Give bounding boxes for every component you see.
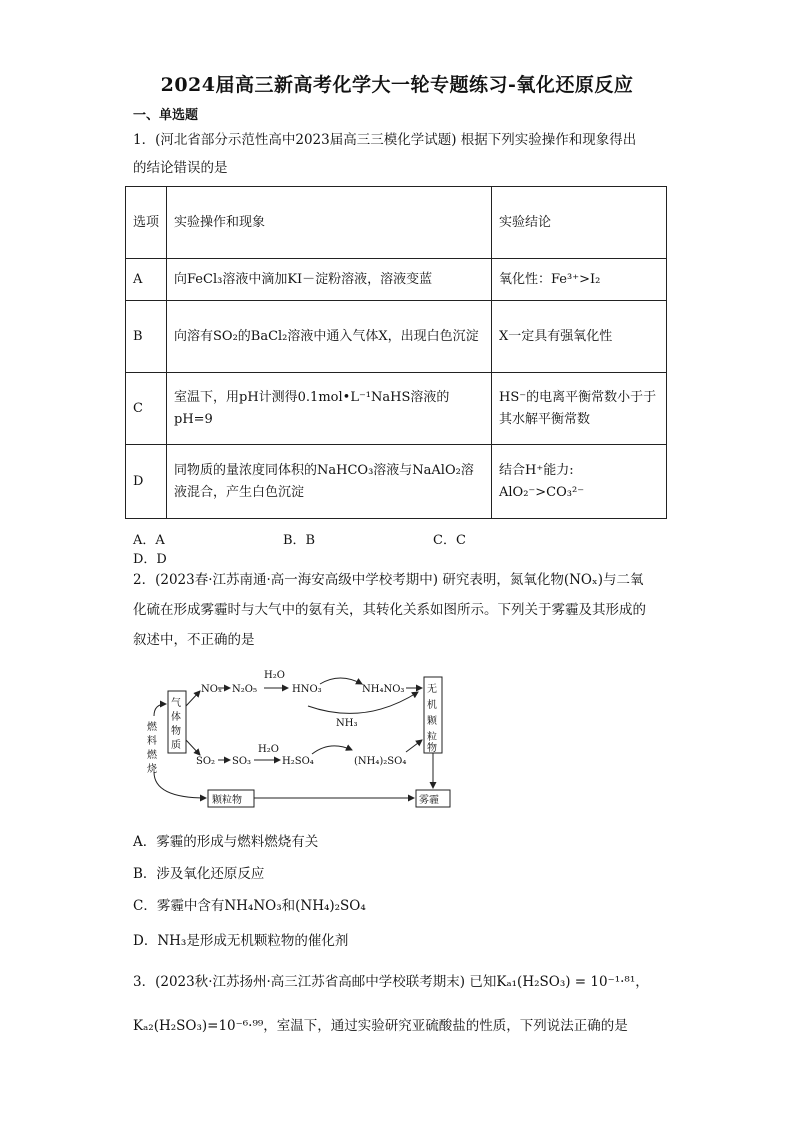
row-operation: 向溶有SO₂的BaCl₂溶液中通入气体X，出现白色沉淀 [167,301,492,373]
header-conclusion: 实验结论 [492,187,667,259]
gas-label-2: 体 [171,712,181,723]
q2-line1: 2．(2023春·江苏南通·高一海安高级中学校考期中) 研究表明，氮氧化物(NOₓ)与二氧 [133,572,644,588]
row-operation: 同物质的量浓度同体积的NaHCO₃溶液与NaAlO₂溶液混合，产生白色沉淀 [167,445,492,519]
so3-label: SO₃ [232,756,252,767]
gas-label-3: 物 [171,726,181,737]
fuel-label-4: 烧 [147,764,157,775]
q2-option-b[interactable]: B．涉及氧化还原反应 [133,866,265,882]
row-option: A [126,259,167,301]
row-conclusion: 结合H⁺能力: AlO₂⁻>CO₃²⁻ [492,445,667,519]
row-option: B [126,301,167,373]
inorganic-label-2: 机 [427,700,437,711]
table-row [126,373,667,445]
hno3-label: HNO₃ [292,684,322,695]
q1-option-d[interactable]: D．D [133,552,167,567]
q1-option-a[interactable]: A．A [133,533,165,548]
row-conclusion: HS⁻的电离平衡常数小于于其水解平衡常数 [492,373,667,445]
so2-label: SO₂ [196,756,216,767]
table-row [126,445,667,519]
q1-line2: 的结论错误的是 [133,160,228,176]
nox-label: NOₓ [201,684,223,695]
q1-table [125,186,667,519]
row-conclusion: X一定具有强氧化性 [492,301,667,373]
haze-diagram [140,664,460,812]
q2-option-a[interactable]: A．雾霾的形成与燃料燃烧有关 [133,834,319,850]
water-label-2: H₂O [258,744,279,755]
q2-line3: 叙述中，不正确的是 [133,632,255,648]
fuel-label-3: 燃 [147,750,157,761]
q1-options [133,529,693,567]
table-header-row [126,187,667,259]
arrow-hno3-nh4no3 [320,678,362,684]
table-row [126,259,667,301]
particles-label: 颗粒物 [212,795,242,806]
arrow-nh4so4-inorganic [406,740,422,752]
arrow-fuel-particles [154,772,206,798]
q3-line2: Kₐ₂(H₂SO₃)=10⁻⁶·⁹⁹，室温下，通过实验研究亚硫酸盐的性质，下列说法正确的是 [133,1018,628,1034]
arrow-h2so4-nh4so4 [312,746,352,754]
inorganic-label-1: 无 [427,684,437,695]
row-conclusion: 氧化性：Fe³⁺>I₂ [492,259,667,301]
q2-option-c[interactable]: C．雾霾中含有NH₄NO₃和(NH₄)₂SO₄ [133,898,366,914]
gas-label-1: 气 [171,698,181,709]
arrow-gas-so2 [186,740,200,755]
arrow-fuel-gas [154,704,166,716]
n2o5-label: N₂O₅ [232,684,257,695]
water-label-1: H₂O [264,670,285,681]
gas-label-4: 质 [171,740,181,751]
fuel-label-2: 料 [147,736,157,747]
inorganic-label-5: 物 [427,743,437,754]
arrow-nh3-curve [308,692,418,713]
nh4so4-label: (NH₄)₂SO₄ [354,756,407,767]
q2-option-d[interactable]: D．NH₃是形成无机颗粒物的催化剂 [133,933,349,949]
row-operation: 向FeCl₃溶液中滴加KI－淀粉溶液，溶液变蓝 [167,259,492,301]
table-row [126,301,667,373]
q3-line1: 3．(2023秋·江苏扬州·高三江苏省高邮中学校联考期末) 已知Kₐ₁(H₂SO₃) = 10⁻¹·⁸¹， [133,974,649,990]
inorganic-label-4: 粒 [427,732,437,743]
q1-line1: 1．(河北省部分示范性高中2023届高三三模化学试题) 根据下列实验操作和现象得出 [133,132,637,148]
q2-line2: 化硫在形成雾霾时与大气中的氨有关，其转化关系如图所示。下列关于雾霾及其形成的 [133,602,646,618]
row-option: C [126,373,167,445]
nh4no3-label: NH₄NO₃ [362,684,405,695]
h2so4-label: H₂SO₄ [282,756,314,767]
haze-label: 雾霾 [419,795,439,806]
nh3-label: NH₃ [336,718,358,729]
row-operation: 室温下，用pH计测得0.1mol•L⁻¹NaHS溶液的pH=9 [167,373,492,445]
arrow-gas-nox [186,691,200,706]
fuel-label-1: 燃 [147,722,157,733]
page-title: 2024届高三新高考化学大一轮专题练习-氧化还原反应 [160,74,634,96]
row-option: D [126,445,167,519]
inorganic-label-3: 颗 [427,716,437,727]
header-option: 选项 [126,187,167,259]
section-heading: 一、单选题 [133,108,199,123]
q1-option-c[interactable]: C．C [433,533,466,548]
header-operation: 实验操作和现象 [167,187,492,259]
q1-option-b[interactable]: B．B [283,533,316,548]
